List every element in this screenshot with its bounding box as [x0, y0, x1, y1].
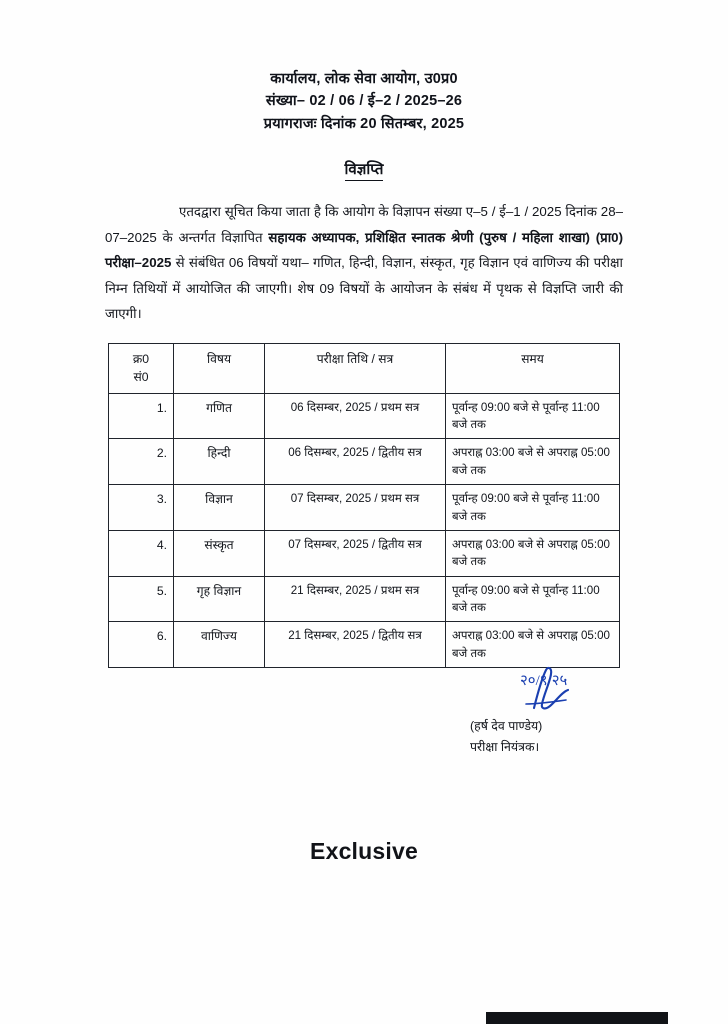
cell-subject: गणित [174, 393, 265, 439]
signature-block [0, 673, 728, 755]
cell-subject: विज्ञान [174, 485, 265, 531]
column-header-date-session: परीक्षा तिथि / सत्र [265, 343, 446, 393]
cell-date-session: 21 दिसम्बर, 2025 / प्रथम सत्र [265, 576, 446, 622]
table-row [109, 530, 620, 576]
table-row [109, 439, 620, 485]
column-header-subject: विषय [174, 343, 265, 393]
bottom-black-bar [486, 1012, 668, 1024]
cell-date-session: 07 दिसम्बर, 2025 / द्वितीय सत्र [265, 530, 446, 576]
cell-time: पूर्वान्ह 09:00 बजे से पूर्वान्ह 11:00 बजे तक [446, 485, 620, 531]
cell-sno: 6. [109, 622, 174, 668]
cell-date-session: 21 दिसम्बर, 2025 / द्वितीय सत्र [265, 622, 446, 668]
cell-date-session: 07 दिसम्बर, 2025 / प्रथम सत्र [265, 485, 446, 531]
table-head [109, 343, 620, 393]
table-row [109, 622, 620, 668]
cell-subject: संस्कृत [174, 530, 265, 576]
cell-time: अपराह्न 03:00 बजे से अपराह्न 05:00 बजे तक [446, 530, 620, 576]
watermark-exclusive: Exclusive [310, 838, 418, 864]
header-line-place-date: प्रयागराजः दिनांक 20 सितम्बर, 2025 [263, 115, 465, 132]
cell-sno: 5. [109, 576, 174, 622]
table-row [109, 485, 620, 531]
cell-time: पूर्वान्ह 09:00 बजे से पूर्वान्ह 11:00 बजे तक [446, 576, 620, 622]
column-header-sno [109, 343, 174, 393]
cell-sno: 1. [109, 393, 174, 439]
header-line-reference-number: संख्या– 02 / 06 / ई–2 / 2025–26 [265, 93, 463, 110]
cell-sno: 3. [109, 485, 174, 531]
table-row [109, 576, 620, 622]
column-header-sno-line1: क्र0 [132, 351, 150, 366]
column-header-time: समय [446, 343, 620, 393]
column-header-sno-line2: सं0 [133, 370, 149, 385]
signature-date-handwritten: २०/९/२५ [520, 673, 568, 690]
cell-subject: हिन्दी [174, 439, 265, 485]
document-header [0, 68, 728, 135]
cell-date-session: 06 दिसम्बर, 2025 / प्रथम सत्र [265, 393, 446, 439]
header-line-office: कार्यालय, लोक सेवा आयोग, उ0प्र0 [270, 71, 458, 87]
cell-time: अपराह्न 03:00 बजे से अपराह्न 05:00 बजे तक [446, 439, 620, 485]
signatory-name: (हर्ष देव पाण्डेय) [470, 719, 543, 734]
cell-subject: वाणिज्य [174, 622, 265, 668]
cell-sno: 2. [109, 439, 174, 485]
table-row [109, 393, 620, 439]
page-title-text: विज्ञप्ति [345, 159, 384, 181]
table-header-row [109, 343, 620, 393]
cell-date-session: 06 दिसम्बर, 2025 / द्वितीय सत्र [265, 439, 446, 485]
paragraph-text: एतदद्वारा सूचित किया जाता है कि आयोग के विज्ञापन संख्या ए–5 / ई–1 / 2025 दिनांक 28–07–2025 के अन्तर्गत विज्ञापित सहायक अध्यापक, प्रशिक्षित स्नातक श्रेणी (पुरुष / महिला शाखा) (प्रा0) परीक्षा–2025 से संबंधित 06 विषयों यथा– गणित, हिन्दी, विज्ञान, संस्कृत, गृह विज्ञान एवं वाणिज्य की परीक्षा निम्न तिथियों में आयोजित की जाएगी। शेष 09 विषयों के आयोजन के संबंध में पृथक से विज्ञप्ति जारी की जाएगी। [105, 204, 623, 322]
cell-time: पूर्वान्ह 09:00 बजे से पूर्वान्ह 11:00 बजे तक [446, 393, 620, 439]
cell-subject: गृह विज्ञान [174, 576, 265, 622]
exam-schedule-table-wrap [108, 343, 620, 668]
cell-time: अपराह्न 03:00 बजे से अपराह्न 05:00 बजे तक [446, 622, 620, 668]
signatory [470, 716, 670, 758]
exam-schedule-table [108, 343, 620, 668]
signatory-designation: परीक्षा नियंत्रक। [470, 740, 540, 755]
page-title [0, 159, 728, 181]
cell-sno: 4. [109, 530, 174, 576]
notice-paragraph [105, 199, 623, 327]
table-body [109, 393, 620, 668]
